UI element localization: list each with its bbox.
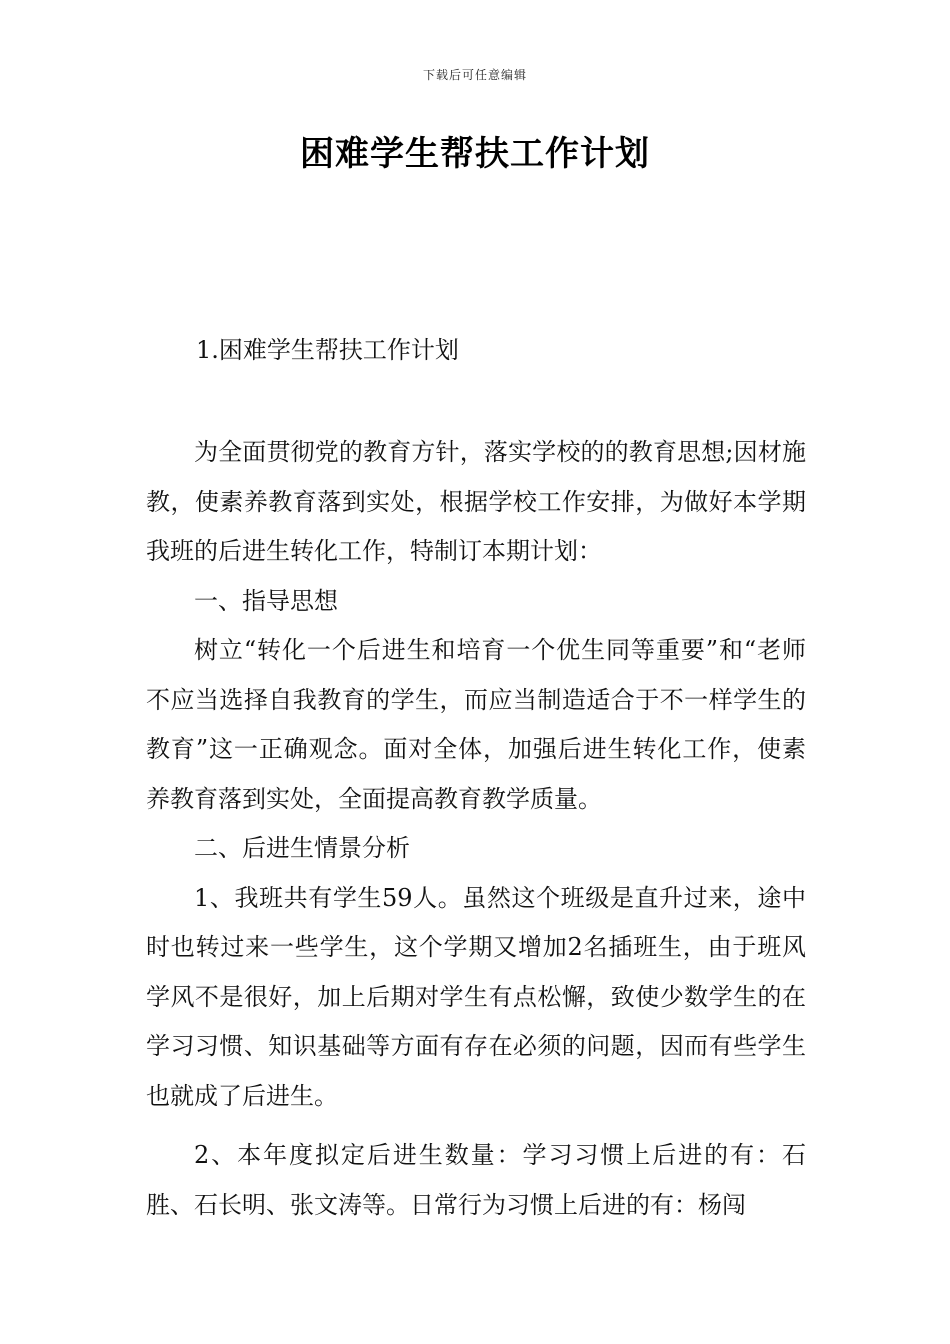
- guiding-ideology-paragraph: 树立“转化一个后进生和培育一个优生同等重要”和“老师不应当选择自我教育的学生，而应当制造适合于不一样学生的教育”这一正确观念。面对全体，加强后进生转化工作，使素养教育落到实处，全面提高教育教学质量。: [146, 636, 806, 813]
- section-subheading: 1.困难学生帮扶工作计划: [196, 336, 459, 364]
- page-header-note: 下载后可任意编辑: [422, 68, 527, 82]
- situation-analysis-paragraph-1: 1、我班共有学生59人。虽然这个班级是直升过来，途中时也转过来一些学生，这个学期又增加2名插班生，由于班风学风不是很好，加上后期对学生有点松懈，致使少数学生的在学习习惯、知识基础等方面有存在必须的问题，因而有些学生也就成了后进生。: [146, 883, 806, 1110]
- section-heading-guiding-ideology: 一、指导思想: [194, 586, 338, 615]
- document-title: 困难学生帮扶工作计划: [300, 134, 650, 174]
- document-body: [146, 428, 806, 1230]
- situation-analysis-paragraph-2: 2、本年度拟定后进生数量：学习习惯上后进的有：石胜、石长明、张文涛等。日常行为习惯上后进的有：杨闯: [146, 1141, 806, 1219]
- section-heading-situation-analysis: 二、后进生情景分析: [194, 834, 410, 862]
- intro-paragraph: 为全面贯彻党的教育方针，落实学校的的教育思想;因材施教，使素养教育落到实处，根据学校工作安排，为做好本学期我班的后进生转化工作，特制订本期计划：: [146, 438, 806, 565]
